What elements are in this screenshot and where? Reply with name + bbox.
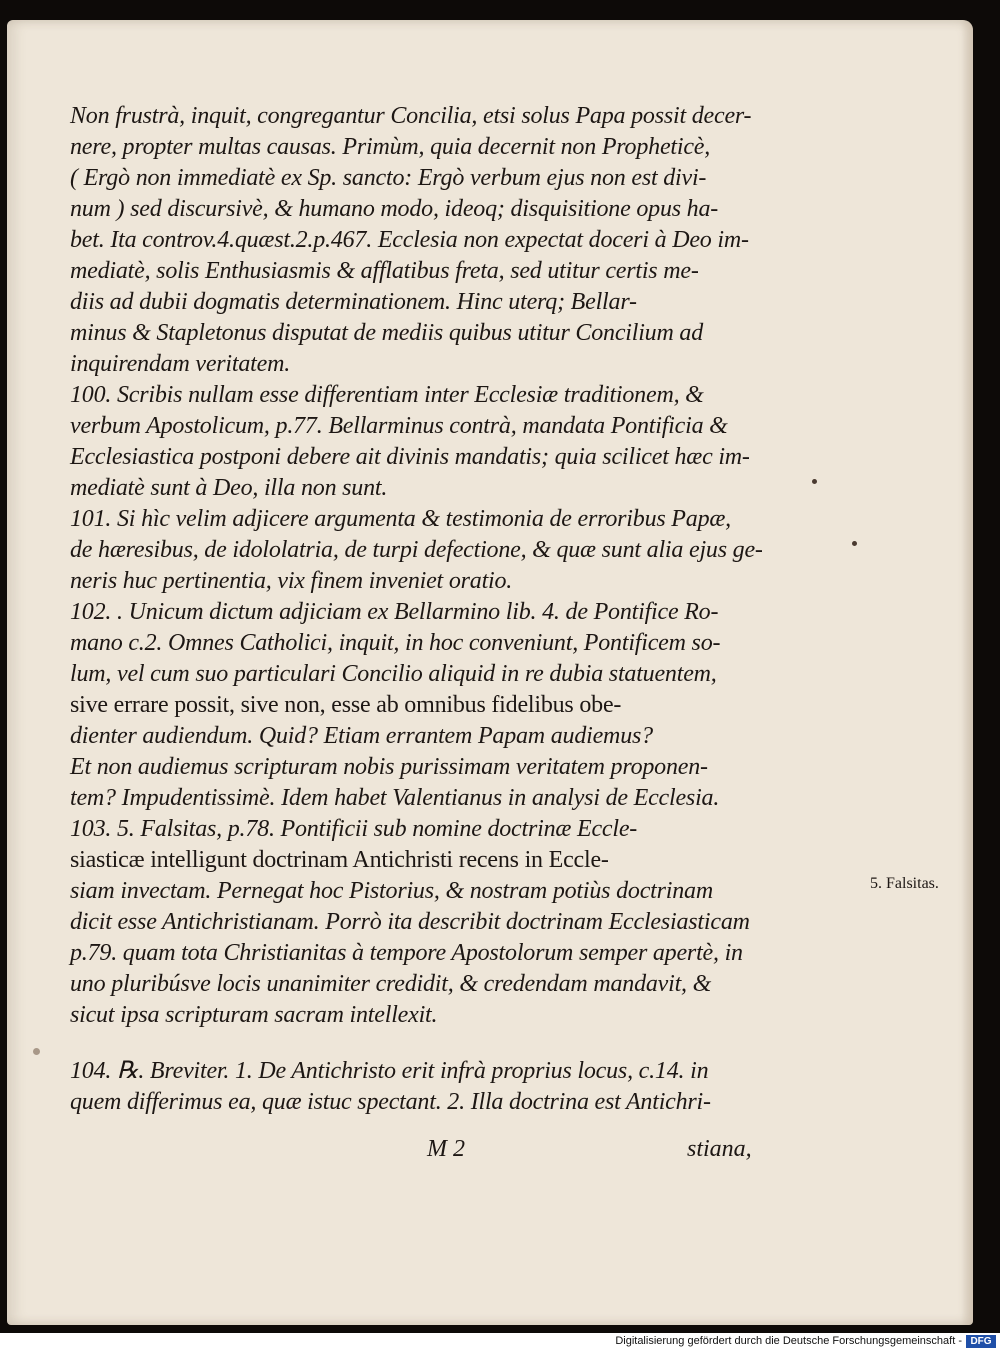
text-line: ( Ergò non immediatè ex Sp. sancto: Ergò verbum ejus non est divi- bbox=[70, 165, 707, 191]
text-line: quem differimus ea, quæ istuc spectant. 2. Illa doctrina est Antichri- bbox=[70, 1089, 711, 1115]
text-line: uno pluribúsve locis unanimiter credidit, & credendam mandavit, & bbox=[70, 971, 712, 997]
signature-mark: M 2 bbox=[427, 1136, 465, 1162]
text-line: Non frustrà, inquit, congregantur Concilia, etsi solus Papa possit decer- bbox=[70, 103, 752, 129]
text-line: 101. Si hìc velim adjicere argumenta & testimonia de erroribus Papæ, bbox=[70, 506, 731, 532]
text-line: sicut ipsa scripturam sacram intellexit. bbox=[70, 1002, 438, 1028]
footer-credit: Digitalisierung gefördert durch die Deutsche Forschungsgemeinschaft - bbox=[615, 1335, 962, 1347]
margin-note: 5. Falsitas. bbox=[870, 875, 939, 892]
text-line: siasticæ intelligunt doctrinam Antichristi recens in Eccle- bbox=[70, 847, 609, 873]
text-line: inquirendam veritatem. bbox=[70, 351, 291, 377]
paper-spot bbox=[33, 1048, 40, 1055]
text-line: Et non audiemus scripturam nobis purissimam veritatem proponen- bbox=[70, 754, 708, 780]
text-line: bet. Ita controv.4.quæst.2.p.467. Ecclesia non expectat doceri à Deo im- bbox=[70, 227, 749, 253]
text-line: num ) sed discursivè, & humano modo, ideoq; disquisitione opus ha- bbox=[70, 196, 719, 222]
text-line: minus & Stapletonus disputat de mediis quibus utitur Concilium ad bbox=[70, 320, 704, 346]
ink-mark bbox=[852, 541, 857, 546]
text-line: p.79. quam tota Christianitas à tempore Apostolorum semper apertè, in bbox=[70, 940, 743, 966]
text-line: dienter audiendum. Quid? Etiam errantem Papam audiemus? bbox=[70, 723, 653, 749]
text-line: mediatè, solis Enthusiasmis & afflatibus freta, sed utitur certis me- bbox=[70, 258, 699, 284]
dfg-logo: DFG bbox=[966, 1335, 996, 1348]
text-line: 104. ℞. Breviter. 1. De Antichristo erit infrà proprius locus, c.14. in bbox=[70, 1058, 709, 1084]
catchword: stiana, bbox=[687, 1136, 752, 1162]
text-line: dicit esse Antichristianam. Porrò ita describit doctrinam Ecclesiasticam bbox=[70, 909, 750, 935]
ink-mark bbox=[812, 479, 817, 484]
text-line: lum, vel cum suo particulari Concilio aliquid in re dubia statuentem, bbox=[70, 661, 717, 687]
text-line: mano c.2. Omnes Catholici, inquit, in hoc conveniunt, Pontificem so- bbox=[70, 630, 721, 656]
text-line: sive errare possit, sive non, esse ab omnibus fidelibus obe- bbox=[70, 692, 622, 718]
text-line: diis ad dubii dogmatis determinationem. Hinc uterq; Bellar- bbox=[70, 289, 637, 315]
text-line: neris huc pertinentia, vix finem inveniet oratio. bbox=[70, 568, 513, 594]
text-line: nere, propter multas causas. Primùm, quia decernit non Propheticè, bbox=[70, 134, 711, 160]
text-line: mediatè sunt à Deo, illa non sunt. bbox=[70, 475, 388, 501]
text-line: Ecclesiastica postponi debere ait divinis mandatis; quia scilicet hæc im- bbox=[70, 444, 750, 470]
text-line: tem? Impudentissimè. Idem habet Valentianus in analysi de Ecclesia. bbox=[70, 785, 720, 811]
text-line: siam invectam. Pernegat hoc Pistorius, & nostram potiùs doctrinam bbox=[70, 878, 713, 904]
text-line: verbum Apostolicum, p.77. Bellarminus contrà, mandata Pontificia & bbox=[70, 413, 728, 439]
text-line: de hæresibus, de idololatria, de turpi defectione, & quæ sunt alia ejus ge- bbox=[70, 537, 763, 563]
text-line: 103. 5. Falsitas, p.78. Pontificii sub nomine doctrinæ Eccle- bbox=[70, 816, 638, 842]
text-line: 100. Scribis nullam esse differentiam inter Ecclesiæ traditionem, & bbox=[70, 382, 704, 408]
book-page bbox=[7, 20, 973, 1325]
footer-bar bbox=[0, 1333, 1000, 1351]
text-line: 102. . Unicum dictum adjiciam ex Bellarmino lib. 4. de Pontifice Ro- bbox=[70, 599, 719, 625]
